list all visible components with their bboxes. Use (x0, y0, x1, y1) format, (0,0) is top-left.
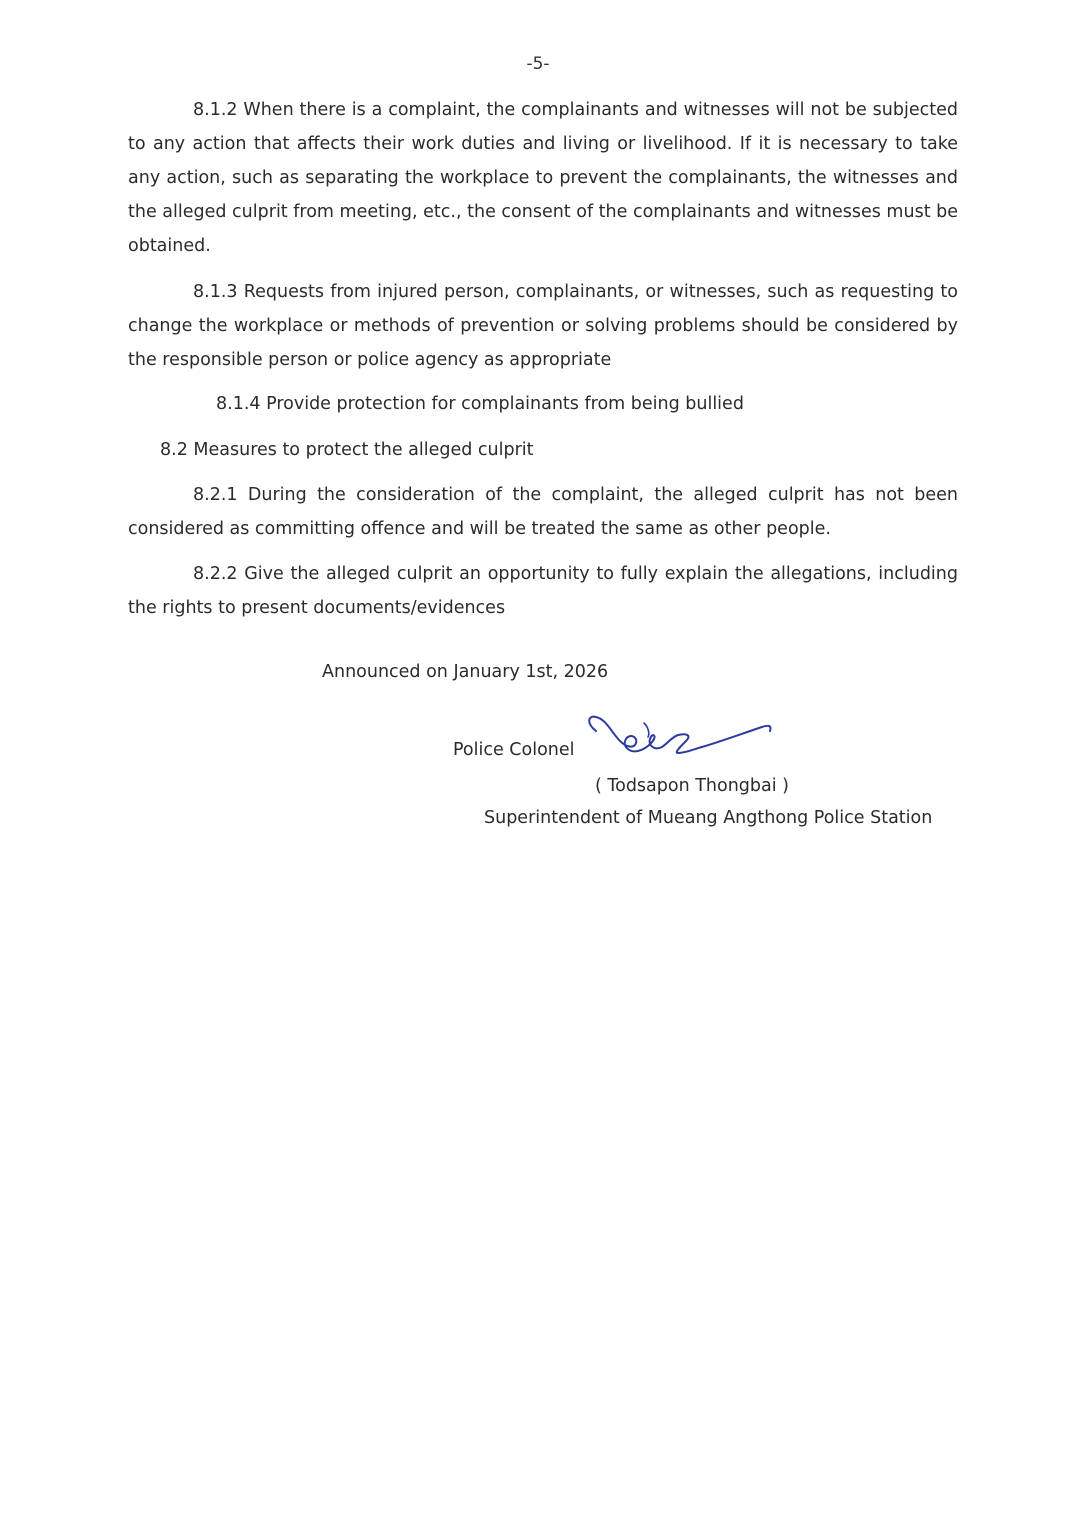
paragraph-8-2-1: 8.2.1 During the consideration of the complaint, the alleged culprit has not been considered as committing offence and will be treated the same as other people. (128, 485, 958, 539)
signatory-rank: Police Colonel (453, 740, 575, 760)
paragraph-8-1-4: 8.1.4 Provide protection for complainants from being bullied (216, 394, 744, 414)
handwritten-signature (582, 713, 778, 769)
signatory-name: ( Todsapon Thongbai ) (595, 776, 790, 796)
paragraph-8-2-2: 8.2.2 Give the alleged culprit an opportunity to fully explain the allegations, including the rights to present documents/evidences (128, 564, 958, 618)
announcement-date: Announced on January 1st, 2026 (322, 662, 609, 682)
signature-stroke (644, 723, 649, 737)
paragraph-8-1-3: 8.1.3 Requests from injured person, complainants, or witnesses, such as requesting to change the workplace or methods of prevention or solving problems should be considered by the responsible person or police agency as appropriate (128, 282, 958, 370)
signature-stroke (589, 717, 702, 753)
page-number: -5- (526, 54, 550, 74)
signature-stroke (702, 726, 771, 747)
signatory-title: Superintendent of Mueang Angthong Police Station (484, 808, 933, 828)
section-heading-8-2: 8.2 Measures to protect the alleged culprit (160, 440, 534, 460)
paragraph-8-1-2: 8.1.2 When there is a complaint, the complainants and witnesses will not be subjected to any action that affects their work duties and living or livelihood. If it is necessary to take any action, such as separating the workplace to prevent the complainants, the witnesses and the alleged culprit from meeting, etc., the consent of the complainants and witnesses must be obtained. (128, 100, 958, 256)
